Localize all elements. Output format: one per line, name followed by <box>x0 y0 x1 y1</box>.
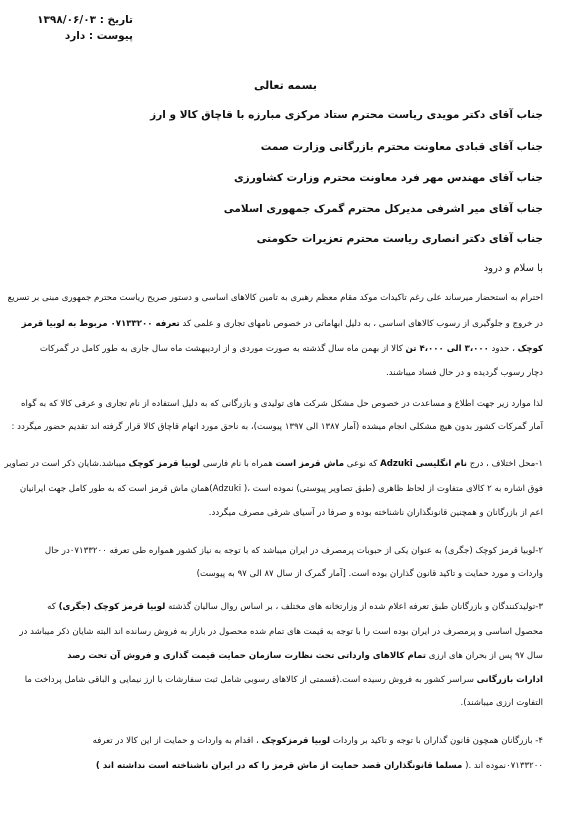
line-emphasis: تعرفه ۰۷۱۳۳۲۰۰ مربوط به لوبیا قرمز <box>21 319 180 329</box>
line-text: فوق اشاره به ۲ کالای متفاوت از لحاظ ظاهری (طبق تصاویر پیوستی) نموده است ،( Adzuki)همان ماش قرمز است که به طور کامل جهت ایرانیان <box>19 484 543 494</box>
body-line <box>20 483 543 496</box>
line-text: ، حدود <box>488 344 518 354</box>
line-emphasis: لوبیا قرمز کوچک (جگری) <box>58 602 166 612</box>
line-text: اعم از بازرگانان و همچنین قانونگذاران ناشناخته بوده و صرفا در آسیای شرقی مصرف میگردد. <box>208 508 543 518</box>
line-text: ۰۷۱۳۳۲۰۰نموده اند .( <box>462 761 543 771</box>
line-text: لذا موارد زیر جهت اطلاع و مساعدت در خصوص حل مشکل شرکت های تولیدی و بازرگانی که به دلیل استفاده از نام تجاری و عرفی کالا که به گواه <box>21 399 543 409</box>
line-emphasis: ماش قرمز است <box>275 459 345 469</box>
line-text: دچار رسوب گردیده و در حال فساد میباشند. <box>386 368 543 378</box>
body-line <box>386 367 543 380</box>
line-emphasis: ۳،۰۰۰ الی ۴،۰۰۰ تن <box>405 344 489 354</box>
body-line <box>4 458 543 471</box>
line-text: واردات و مورد حمایت و تاکید قانون گذاران بوده است. [آمار گمرک از سال ۸۷ الی ۹۷ به پیوست) <box>196 569 543 579</box>
line-emphasis: لوبیا قرمز کوچک <box>128 459 201 469</box>
body-line <box>25 674 543 687</box>
line-text: سراسر کشور به فروش رسیده است.(قسمتی از کالاهای رسوبی شامل ثبت سفارشات با ارز نیمایی و الباقی شامل پرداخت ما <box>24 675 477 685</box>
body-line <box>209 507 543 520</box>
body-line <box>96 760 543 773</box>
line-text: آمار گمرکات کشور بدون هیچ مشکلی انجام میشده (آمار ۱۳۸۷ الی ۱۳۹۷ پیوست)، به ناحق مورد اتهام قاچاق کالا قرار گرفته اند تقدیم حضور میگردد : <box>11 422 543 432</box>
line-text: ۳-تولیدکنندگان و بازرگانان طبق تعرفه اعلام شده از وزارتخانه های مختلف ، بر اساس روال سالیان گذشته <box>165 602 543 612</box>
body-line <box>22 318 543 331</box>
addressee-line: جناب آقای قبادی معاونت محترم بازرگانی وزارت صمت <box>260 141 543 153</box>
body-line <box>45 545 543 558</box>
greeting: با سلام و درود <box>483 263 543 274</box>
line-text: همراه با نام فارسی <box>200 459 276 469</box>
body-line <box>47 601 543 614</box>
line-text: کالا از بهمن ماه سال گذشته به صورت موردی و از اردیبهشت ماه سال جاری به طور کامل در گمرکات <box>39 344 406 354</box>
line-text: که <box>47 602 59 612</box>
line-text: ۴- بازرگانان همچون قانون گذاران با توجه و تاکید بر واردات <box>330 736 543 746</box>
line-emphasis: نام انگلیسی Adzuki <box>380 459 468 469</box>
body-line <box>197 568 543 581</box>
body-line <box>93 735 543 748</box>
letter-date: تاریخ : ۱۳۹۸/۰۶/۰۳ <box>37 14 133 26</box>
addressee-line: جناب آقای میر اشرفی مدیرکل محترم گمرک جمهوری اسلامی <box>223 203 543 215</box>
body-line <box>19 626 543 639</box>
body-line <box>40 343 543 356</box>
addressee-line: جناب آقای مهندس مهر فرد معاونت محترم وزارت کشاورزی <box>234 172 543 184</box>
line-emphasis: ادارات بازرگانی <box>476 675 543 685</box>
line-emphasis: مسلما قانونگذاران قصد حمایت از ماش قرمز را که در ایران ناشناخته است نداشته اند ) <box>95 761 463 771</box>
line-text: التفاوت ارزی میباشند). <box>460 698 543 708</box>
line-emphasis: کوچک <box>517 344 543 354</box>
letter-title: بسمه تعالی <box>254 79 317 92</box>
line-text: میباشد.شایان ذکر است در تصاویر <box>4 459 129 469</box>
line-text: ۱-محل اختلاف ، درج <box>467 459 543 469</box>
body-line <box>461 697 543 710</box>
body-line <box>11 421 543 434</box>
body-line <box>8 292 543 305</box>
line-text: ، اقدام به واردات و حمایت از این کالا در تعرفه <box>92 736 262 746</box>
line-text: سال ۹۷ پس از بحران های ارزی <box>426 651 543 661</box>
line-text: محصول اساسی و پرمصرف در ایران بوده است را با توجه به قیمت های تمام شده محصول در بازار به فروش رسانده اند البته شایان ذکر میباشد در <box>19 627 543 637</box>
letter-attachment: پیوست : دارد <box>64 30 133 42</box>
line-emphasis: تمام کالاهای وارداتی تحت نظارت سازمان حمایت قیمت گذاری و فروش آن تحت رصد <box>67 651 427 661</box>
line-text: احترام به استحضار میرساند علی رغم تاکیدات موکد مقام معظم رهبری به تامین کالاهای اساسی و دستور صریح ریاست محترم جمهوری مبنی بر تسریع <box>7 293 543 303</box>
line-text: که نوعی <box>344 459 381 469</box>
line-text: ۲-لوبیا قرمز کوچک (جگری) به عنوان یکی از حبوبات پرمصرف در ایران میباشد که با توجه به نیاز کشور همواره طی تعرفه ۰۷۱۳۳۲۰۰در حال <box>44 546 543 556</box>
addressee-line: جناب آقای دکتر انصاری ریاست محترم تعزیرات حکومتی <box>256 233 543 245</box>
line-emphasis: لوبیا قرمزکوچک <box>261 736 331 746</box>
body-line <box>21 398 543 411</box>
body-line <box>67 650 543 663</box>
line-text: در خروج و جلوگیری از رسوب کالاهای اساسی ، به دلیل ابهاماتی در خصوص نامهای تجاری و علمی کد <box>179 319 543 329</box>
addressee-line: جناب آقای دکتر مویدی ریاست محترم ستاد مرکزی مبارزه با قاچاق کالا و ارز <box>150 109 543 121</box>
